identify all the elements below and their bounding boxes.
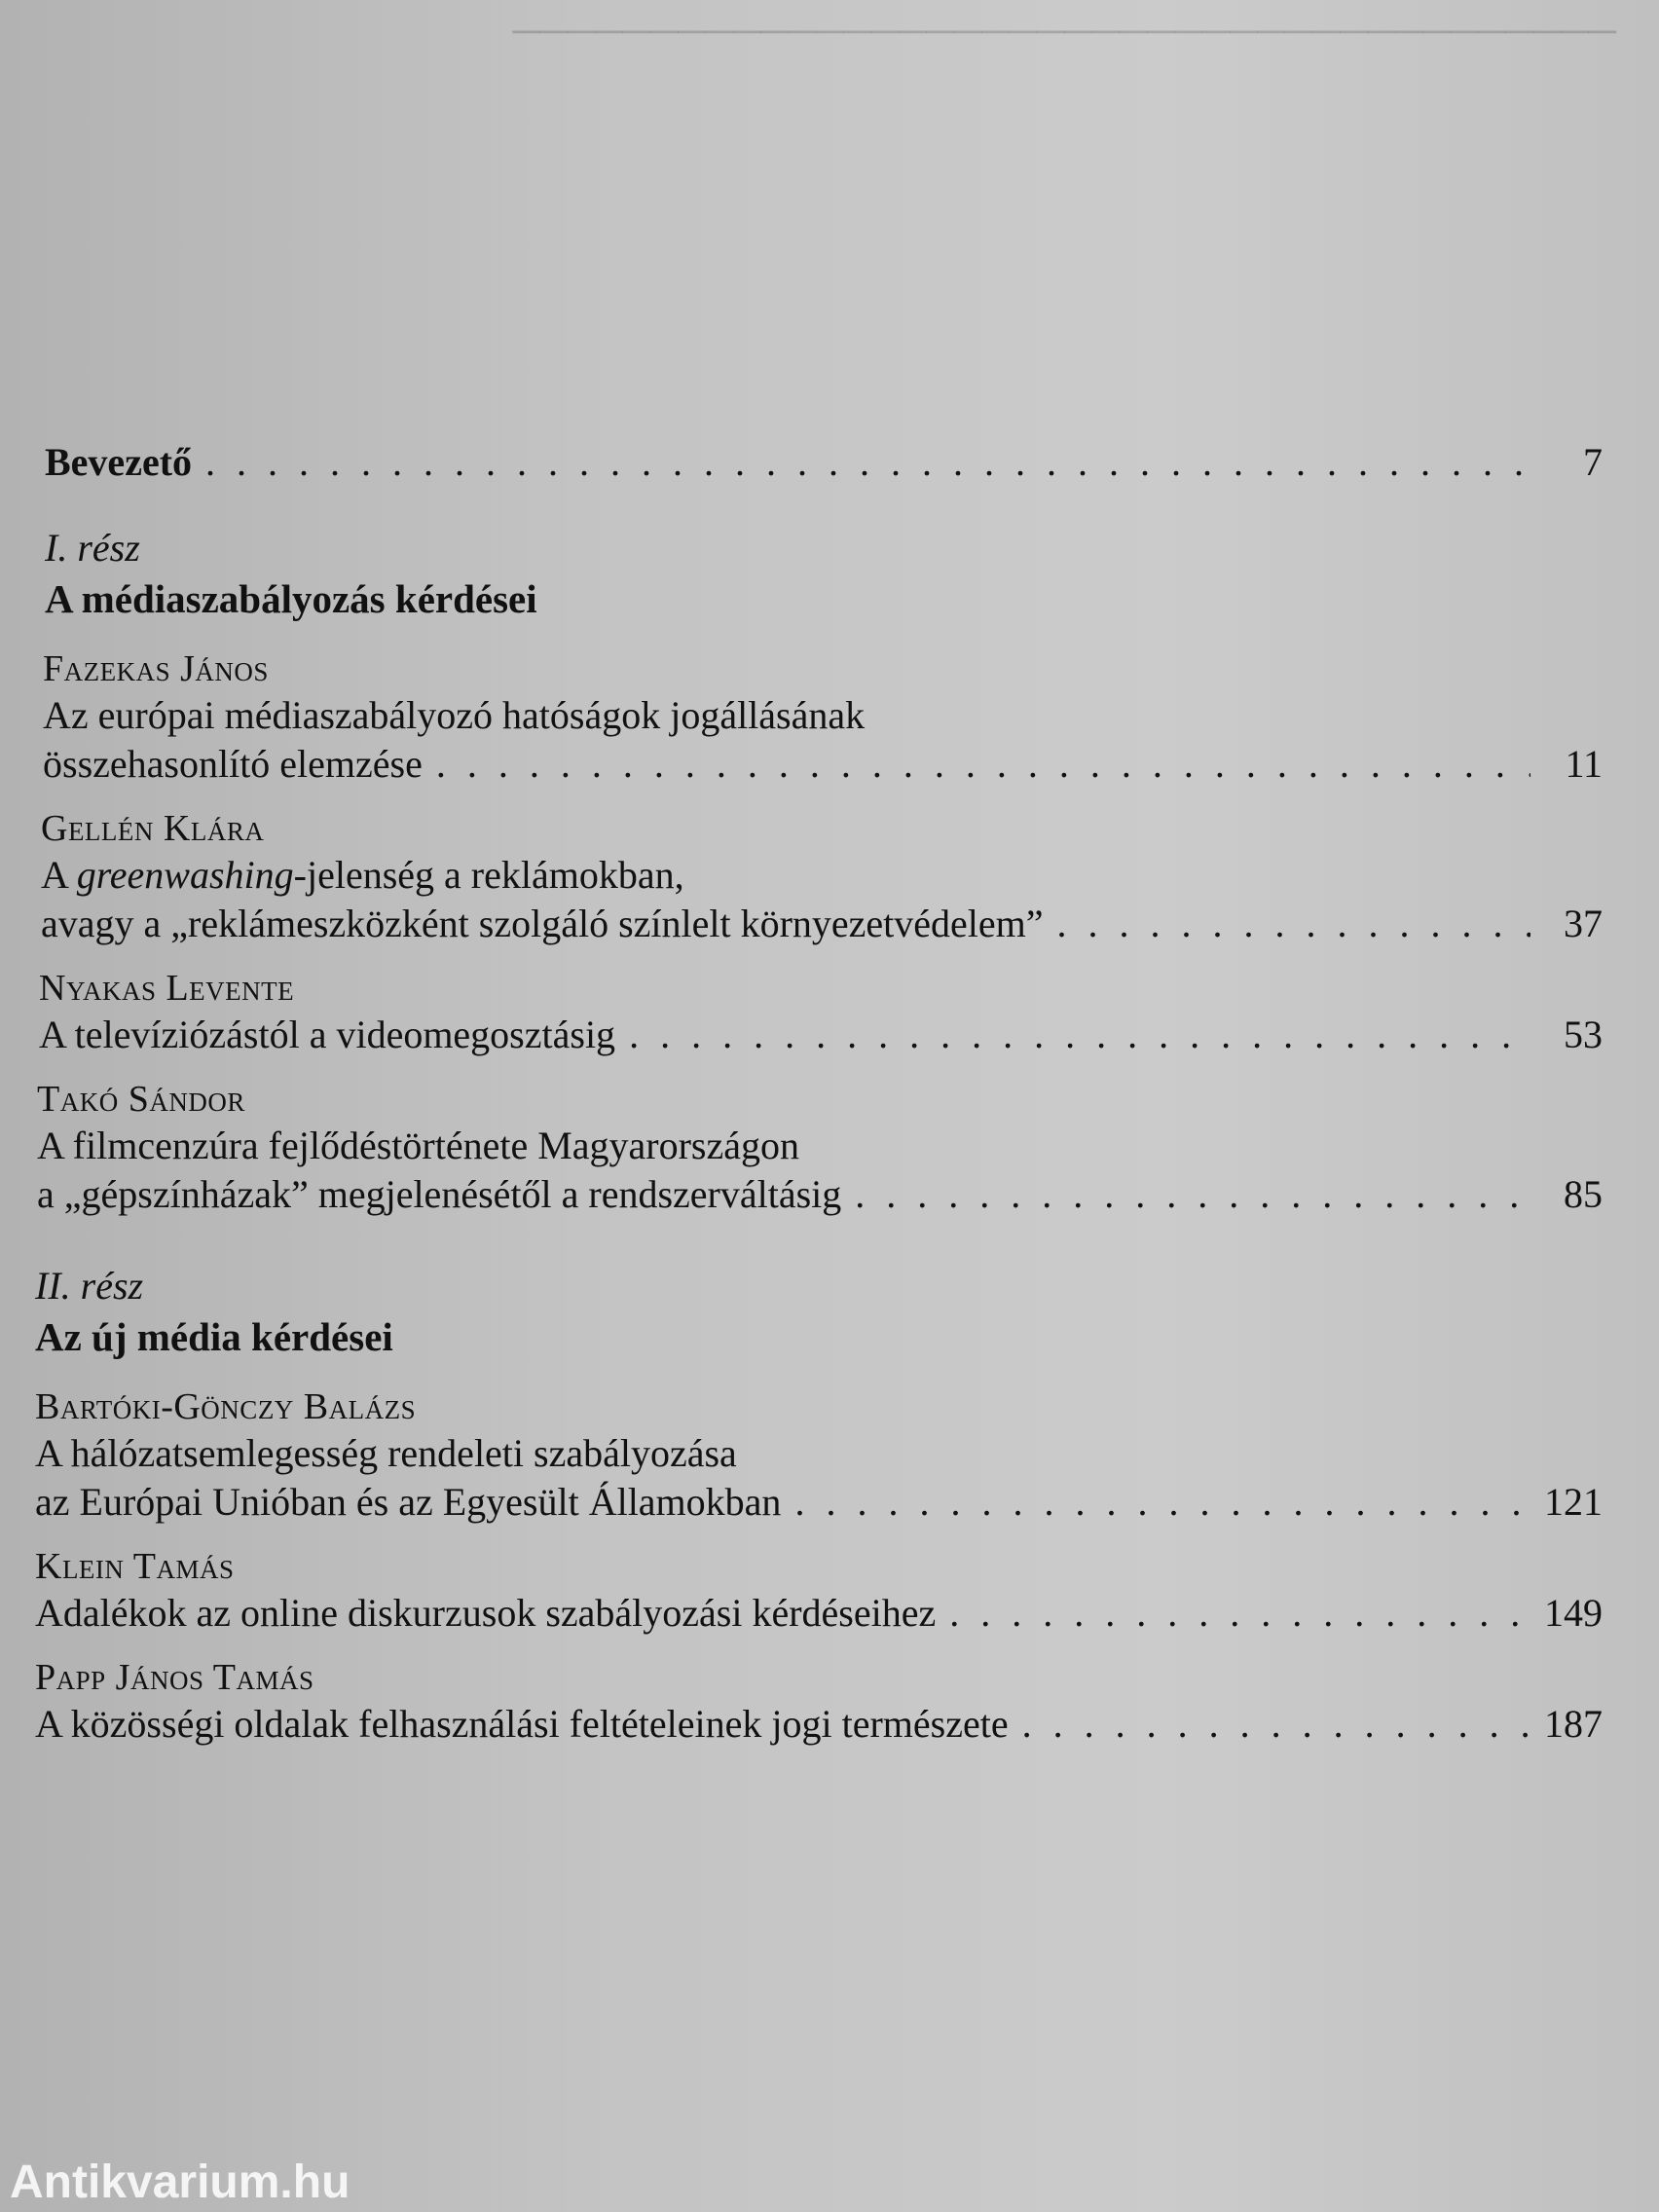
- part-label: I. rész: [45, 526, 140, 570]
- part-1: [37, 524, 1603, 1219]
- chapter-title-line: összehasonlító elemzése: [43, 742, 423, 786]
- part-2: [35, 1262, 1603, 1749]
- page-number: 121: [1544, 1480, 1603, 1524]
- author-name: Fazekas János: [43, 648, 269, 689]
- chapter-title-line: A greenwashing-jelenség a reklámokban,: [41, 853, 684, 897]
- page-number: 7: [1583, 440, 1603, 484]
- page-number: 11: [1565, 742, 1603, 786]
- chapter-title-line: avagy a „reklámeszközként szolgáló színlelt környezetvédelem”: [41, 902, 1044, 945]
- page-number: 187: [1544, 1702, 1603, 1746]
- leader-dots: [436, 740, 1530, 789]
- toc-entry[interactable]: [41, 806, 1603, 948]
- leader-dots: [794, 1478, 1530, 1527]
- author-name: Takó Sándor: [37, 1079, 245, 1120]
- part-title: A médiaszabályozás kérdései: [45, 576, 537, 621]
- watermark: Antikvarium.hu: [10, 2157, 350, 2208]
- chapter-title-line: A hálózatsemlegesség rendeleti szabályozása: [35, 1431, 737, 1475]
- part-title: Az új média kérdései: [35, 1314, 393, 1359]
- leader-dots: [855, 1170, 1530, 1219]
- toc-entry[interactable]: [43, 646, 1603, 789]
- chapter-title-line: A közösségi oldalak felhasználási feltételeinek jogi természete: [35, 1702, 1009, 1746]
- toc-entry[interactable]: [37, 1077, 1603, 1219]
- author-name: Gellén Klára: [41, 808, 265, 849]
- page-number: 53: [1564, 1013, 1603, 1056]
- chapter-title-line: Adalékok az online diskurzusok szabályozási kérdéseihez: [35, 1591, 937, 1635]
- author-name: Bartóki-Gönczy Balázs: [35, 1386, 417, 1427]
- author-name: Klein Tamás: [35, 1546, 235, 1587]
- leader-dots: [1022, 1700, 1530, 1749]
- leader-dots: [949, 1589, 1530, 1638]
- leader-dots: [1057, 900, 1530, 948]
- chapter-title-line: Az európai médiaszabályozó hatóságok jogállásának: [43, 693, 866, 737]
- part-label: II. rész: [35, 1264, 144, 1308]
- emphasized-term: greenwashing: [76, 853, 294, 897]
- table-of-contents: [35, 419, 1603, 1749]
- toc-entry[interactable]: [39, 966, 1603, 1059]
- intro-title: Bevezető: [45, 440, 193, 484]
- leader-dots: [629, 1011, 1530, 1059]
- page-number: 149: [1544, 1591, 1603, 1635]
- toc-entry-intro[interactable]: [45, 438, 1603, 487]
- bleed-through-text: ────────────────────────────────────────: [512, 9, 1616, 53]
- chapter-title-line: az Európai Unióban és az Egyesült Államokban: [35, 1480, 782, 1524]
- chapter-title-line: A televíziózástól a videomegosztásig: [39, 1013, 616, 1056]
- page-number: 85: [1564, 1172, 1603, 1216]
- toc-entry[interactable]: [35, 1655, 1603, 1749]
- toc-entry[interactable]: [35, 1544, 1603, 1638]
- chapter-title-line: A filmcenzúra fejlődéstörténete Magyarországon: [37, 1124, 800, 1167]
- chapter-title-line: a „gépszínházak” megjelenésétől a rendszerváltásig: [37, 1172, 842, 1216]
- author-name: Nyakas Levente: [39, 968, 295, 1009]
- toc-entry[interactable]: [35, 1384, 1603, 1527]
- author-name: Papp János Tamás: [35, 1657, 314, 1698]
- page-number: 37: [1564, 902, 1603, 945]
- leader-dots: [205, 438, 1530, 487]
